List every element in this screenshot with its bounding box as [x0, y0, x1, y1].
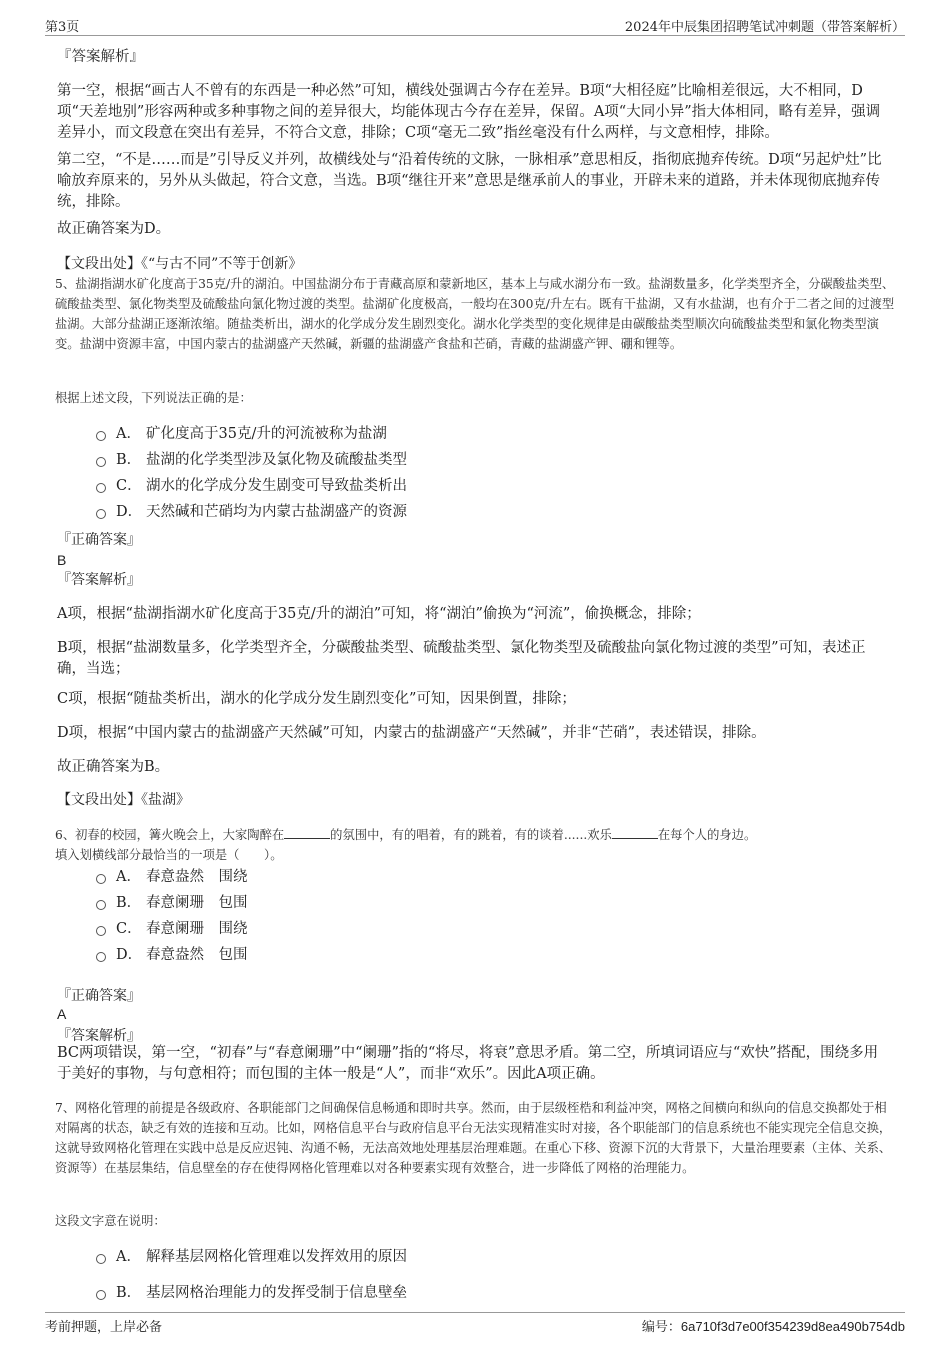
blank-line-2	[612, 826, 658, 839]
q5-conclusion: 故正确答案为B。	[57, 759, 170, 775]
q6-answer: A	[57, 1006, 67, 1022]
footer-divider	[45, 1312, 905, 1313]
blank-line-1	[284, 826, 330, 839]
q6-answer-label: 『正确答案』	[57, 988, 141, 1004]
q4-conclusion: 故正确答案为D。	[57, 221, 171, 237]
radio-icon[interactable]	[96, 457, 106, 467]
q4-analysis-paragraph-1: 第一空，根据“画古人不曾有的东西是一种必然”可知，横线处强调古今存在差异。B项“大相径庭”比喻相差很远，大不相同，D项“天差地别”形容两种或多种事物之间的差异很大，均能体现古今存在差异，保留。A项“大同小异”指大体相同，略有差异，强调差异小，而文段意在突出有差异，不符合文意，排除；C项“毫无二致”指丝毫没有什么两样，与文意相悖，排除。	[57, 83, 881, 141]
q5-answer-label: 『正确答案』	[57, 532, 141, 548]
q5-option-c[interactable]: C． 湖水的化学成分发生剧变可导致盐类析出	[96, 476, 407, 496]
q6-option-a[interactable]: A． 春意盎然 围绕	[96, 867, 248, 887]
q5-answer: B	[57, 552, 67, 568]
q7-stem: 7、网格化管理的前提是各级政府、各职能部门之间确保信息畅通和即时共享。然而，由于层级桎梏和利益冲突，网格之间横向和纵向的信息交换都处于相对隔离的状态，缺乏有效的连接和互动。比如，网格信息平台与政府信息平台无法实现精准实时对接，各个职能部门的信息系统也不能实现完全信息交换，这就导致网格化管理在实践中总是反应迟钝、沟通不畅，无法高效地处理基层治理难题。在重心下移、资源下沉的大背景下，大量治理要素（主体、关系、资源等）在基层集结，信息壁垒的存在使得网格化管理难以对各种要素实现有效整合，进一步降低了网格的治理能力。	[55, 1101, 892, 1175]
q4-analysis-paragraph-2: 第二空，“不是……而是”引导反义并列，故横线处与“沿着传统的文脉，一脉相承”意思相反，指彻底抛弃传统。D项“另起炉灶”比喻放弃原来的，另外从头做起，符合文意，当选。B项“继往开来”意思是继承前人的事业，开辟未来的道路，并未体现彻底抛弃传统，排除。	[57, 152, 882, 210]
q5-option-b[interactable]: B． 盐湖的化学类型涉及氯化物及硫酸盐类型	[96, 450, 407, 470]
q6-analysis: BC两项错误，第一空，“初春”与“春意阑珊”中“阑珊”指的“将尽，将衰”意思矛盾。第二空，所填词语应与“欢快”搭配，围绕多用于美好的事物，与句意相符；而包围的主体一般是“人”，而非“欢乐”。因此A项正确。	[57, 1045, 879, 1082]
document-title: 2024年中辰集团招聘笔试冲刺题（带答案解析）	[624, 20, 905, 35]
q5-stem: 5、盐湖指湖水矿化度高于35克/升的湖泊。中国盐湖分布于青藏高原和蒙新地区，基本上与咸水湖分布一致。盐湖数量多，化学类型齐全，分碳酸盐类型、硫酸盐类型、氯化物类型及硫酸盐向氯化物过渡的类型。盐湖矿化度极高，一般均在300克/升左右。既有干盐湖，又有水盐湖，也有介于二者之间的过渡型盐湖。大部分盐湖正逐渐浓缩。随盐类析出，湖水的化学成分发生剧烈变化。湖水化学类型的变化规律是由碳酸盐类型顺次向硫酸盐类型和氯化物类型演变。盐湖中资源丰富，中国内蒙古的盐湖盛产天然碱，新疆的盐湖盛产食盐和芒硝，青藏的盐湖盛产钾、硼和锂等。	[55, 277, 895, 351]
q6-option-c[interactable]: C． 春意阑珊 围绕	[96, 919, 248, 939]
radio-icon[interactable]	[96, 1290, 106, 1300]
radio-icon[interactable]	[96, 874, 106, 884]
q4-source: 【文段出处】《“与古不同”不等于创新》	[57, 256, 303, 272]
q6-question: 填入划横线部分最恰当的一项是（ ）。	[55, 848, 283, 862]
radio-icon[interactable]	[96, 431, 106, 441]
q5-analysis-label: 『答案解析』	[57, 572, 141, 588]
q5-option-a[interactable]: A． 矿化度高于35克/升的河流被称为盐湖	[96, 424, 387, 444]
q6-analysis-label: 『答案解析』	[57, 1028, 141, 1044]
q5-analysis-b: B项，根据“盐湖数量多，化学类型齐全，分碳酸盐类型、硫酸盐类型、氯化物类型及硫酸盐向氯化物过渡的类型”可知，表述正确，当选；	[57, 640, 866, 677]
q6-option-d[interactable]: D． 春意盎然 包围	[96, 945, 248, 965]
q5-analysis-d: D项，根据“中国内蒙古的盐湖盛产天然碱”可知，内蒙古的盐湖盛产“天然碱”，并非“芒硝”，表述错误，排除。	[57, 725, 766, 741]
q6-stem: 6、初春的校园，篝火晚会上，大家陶醉在 的氛围中，有的唱着，有的跳着，有的谈着......欢乐 在每个人的身边。	[55, 828, 757, 842]
radio-icon[interactable]	[96, 926, 106, 936]
q5-source: 【文段出处】《盐湖》	[57, 792, 190, 808]
q7-option-a[interactable]: A． 解释基层网格化管理难以发挥效用的原因	[96, 1247, 407, 1267]
footer-slogan: 考前押题，上岸必备	[45, 1320, 163, 1335]
header-divider	[45, 35, 905, 36]
radio-icon[interactable]	[96, 483, 106, 493]
q4-analysis-label: 『答案解析』	[57, 49, 144, 65]
radio-icon[interactable]	[96, 952, 106, 962]
document-code: 编号：6a710f3d7e00f354239d8ea490b754db	[641, 1319, 905, 1335]
radio-icon[interactable]	[96, 1254, 106, 1264]
radio-icon[interactable]	[96, 509, 106, 519]
q5-option-d[interactable]: D． 天然碱和芒硝均为内蒙古盐湖盛产的资源	[96, 502, 407, 522]
q5-analysis-a: A项，根据“盐湖指湖水矿化度高于35克/升的湖泊”可知，将“湖泊”偷换为“河流”，偷换概念，排除；	[57, 606, 701, 622]
q7-question: 这段文字意在说明：	[55, 1214, 166, 1228]
q5-analysis-c: C项，根据“随盐类析出，湖水的化学成分发生剧烈变化”可知，因果倒置，排除；	[57, 691, 576, 707]
q7-option-b[interactable]: B． 基层网格治理能力的发挥受制于信息壁垒	[96, 1283, 407, 1303]
q5-question: 根据上述文段，下列说法正确的是：	[55, 391, 252, 405]
q6-option-b[interactable]: B． 春意阑珊 包围	[96, 893, 248, 913]
radio-icon[interactable]	[96, 900, 106, 910]
page-number: 第3页	[45, 20, 80, 35]
